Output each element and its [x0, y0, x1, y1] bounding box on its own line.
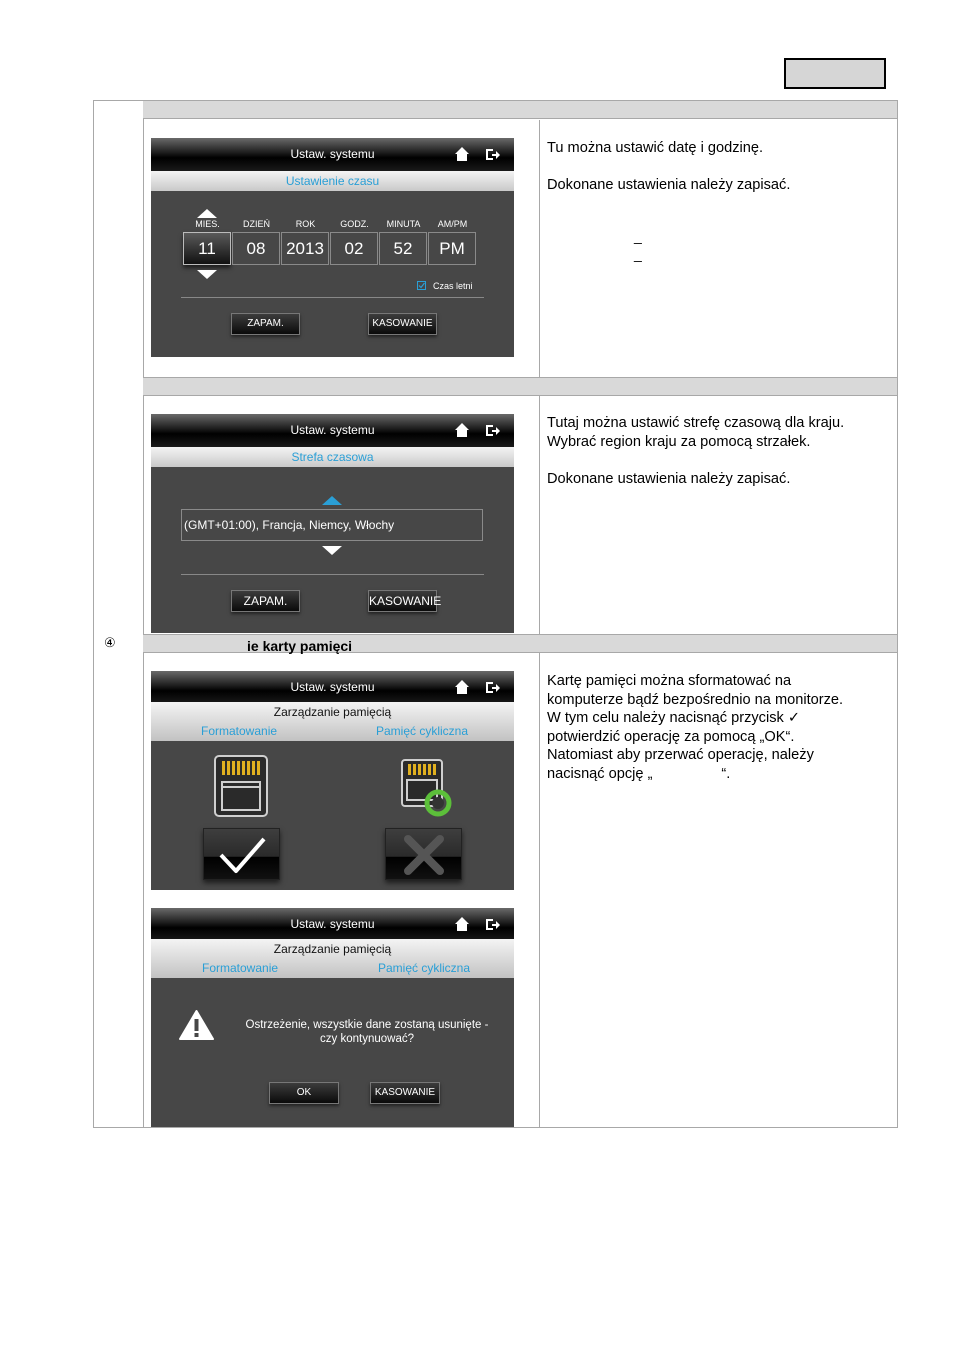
cancel-button[interactable]: KASOWANIE	[368, 313, 437, 335]
screen-subtitle-bar	[151, 702, 514, 741]
confirm-check-button[interactable]	[203, 828, 280, 880]
home-icon[interactable]	[454, 146, 470, 162]
description-line: nacisnąć opcję „ “.	[547, 765, 731, 782]
home-icon[interactable]	[454, 916, 470, 932]
description-line: komputerze bądź bezpośrednio na monitorze.	[547, 691, 844, 708]
timezone-field[interactable]: (GMT+01:00), Francja, Niemcy, Włochy	[181, 509, 483, 541]
memory-description	[547, 672, 887, 783]
dst-label: Czas letni	[433, 281, 473, 291]
screen-subtitle: Zarządzanie pamięcią	[273, 942, 392, 956]
warning-icon	[178, 1009, 215, 1041]
column-label-month: MIES.	[195, 219, 220, 229]
ok-button[interactable]: OK	[269, 1082, 339, 1104]
ampm-field[interactable]: PM	[428, 232, 476, 265]
column-label-year: ROK	[295, 219, 316, 229]
date-time-screen	[151, 138, 514, 357]
date-time-description	[547, 139, 887, 195]
description-line: Dokonane ustawienia należy zapisać.	[547, 470, 791, 487]
exit-icon[interactable]	[484, 146, 500, 162]
screen-subtitle: Ustawienie czasu	[285, 174, 380, 188]
tab-formatting[interactable]: Formatowanie	[202, 961, 279, 975]
column-label-minute: MINUTA	[386, 219, 421, 229]
memory-section-heading: ie karty pamięci	[247, 638, 353, 654]
save-button[interactable]: ZAPAM.	[231, 313, 300, 335]
close-icon	[402, 833, 446, 877]
format-warning-screen	[151, 908, 514, 1127]
tab-cyclic-memory[interactable]: Pamięć cykliczna	[378, 961, 471, 975]
table-divider-mid-2	[539, 396, 540, 634]
exit-icon[interactable]	[484, 679, 500, 695]
screen-subtitle-bar	[151, 939, 514, 978]
screen-title-bar	[151, 671, 514, 704]
timezone-screen	[151, 414, 514, 633]
description-line: Natomiast aby przerwać operację, należy	[547, 747, 814, 763]
step-marker: ④	[104, 635, 116, 650]
memory-screen	[151, 671, 514, 890]
screen-title: Ustaw. systemu	[290, 423, 375, 437]
description-line: potwierdzić operację za pomocą „OK“.	[547, 728, 795, 745]
screen-title: Ustaw. systemu	[290, 147, 375, 161]
dash-mark: _	[634, 228, 642, 244]
screen-divider	[181, 574, 484, 575]
tab-formatting[interactable]: Formatowanie	[201, 724, 278, 738]
table-divider-left	[143, 100, 144, 1128]
description-line: Tutaj można ustawić strefę czasową dla kraju.	[547, 415, 845, 431]
cancel-button[interactable]: KASOWANIE	[368, 590, 437, 612]
home-icon[interactable]	[454, 422, 470, 438]
save-button[interactable]: ZAPAM.	[231, 590, 300, 612]
screen-subtitle: Strefa czasowa	[291, 450, 374, 464]
hour-field[interactable]: 02	[330, 232, 378, 265]
warning-line: czy kontynuować?	[320, 1033, 414, 1045]
minute-field[interactable]: 52	[379, 232, 427, 265]
home-icon[interactable]	[454, 679, 470, 695]
arrow-up-icon[interactable]	[322, 496, 342, 505]
year-field[interactable]: 2013	[281, 232, 329, 265]
cancel-button[interactable]: KASOWANIE	[370, 1082, 440, 1104]
section-band-date	[143, 100, 897, 119]
arrow-down-icon[interactable]	[322, 546, 342, 555]
day-field[interactable]: 08	[232, 232, 280, 265]
exit-icon[interactable]	[484, 916, 500, 932]
section-band-memory	[143, 634, 897, 653]
description-line: Dokonane ustawienia należy zapisać.	[547, 177, 791, 193]
table-divider-mid-3	[539, 653, 540, 1128]
section-band-timezone	[143, 377, 897, 396]
dash-mark: _	[634, 246, 642, 262]
screen-title: Ustaw. systemu	[290, 680, 375, 694]
description-line: Tu można ustawić datę i godzinę.	[547, 140, 764, 156]
exit-icon[interactable]	[484, 422, 500, 438]
screen-title: Ustaw. systemu	[290, 917, 375, 931]
arrow-down-icon[interactable]	[197, 270, 217, 279]
column-label-hour: GODZ.	[340, 219, 369, 229]
description-line: Kartę pamięci można sformatować na	[547, 673, 792, 689]
dst-checkbox-icon[interactable]	[417, 281, 426, 290]
table-divider-mid-1	[539, 120, 540, 377]
screen-title-bar	[151, 908, 514, 941]
cancel-x-button[interactable]	[385, 828, 462, 880]
screen-divider	[181, 297, 484, 298]
column-label-day: DZIEŃ	[243, 219, 270, 229]
screen-subtitle-bar	[151, 171, 514, 191]
warning-message	[227, 1018, 507, 1046]
tab-cyclic-memory[interactable]: Pamięć cykliczna	[376, 724, 469, 738]
description-line: Wybrać region kraju za pomocą strzałek.	[547, 433, 811, 450]
screen-title-bar	[151, 138, 514, 171]
warning-line: Ostrzeżenie, wszystkie dane zostaną usunięte -	[245, 1019, 489, 1031]
screen-subtitle: Zarządzanie pamięcią	[273, 705, 392, 719]
check-icon	[216, 833, 268, 877]
blank-marks	[634, 227, 642, 263]
sd-card-cyclic-icon[interactable]	[400, 758, 452, 818]
screen-subtitle-bar	[151, 447, 514, 467]
timezone-description	[547, 414, 887, 488]
column-label-ampm: AM/PM	[437, 219, 468, 229]
arrow-up-icon[interactable]	[197, 209, 217, 218]
month-field[interactable]: 11	[183, 232, 231, 265]
sd-card-format-icon[interactable]	[213, 754, 269, 818]
screen-title-bar	[151, 414, 514, 447]
language-tab-box	[784, 58, 886, 89]
description-line: W tym celu należy nacisnąć przycisk ✓	[547, 710, 801, 726]
